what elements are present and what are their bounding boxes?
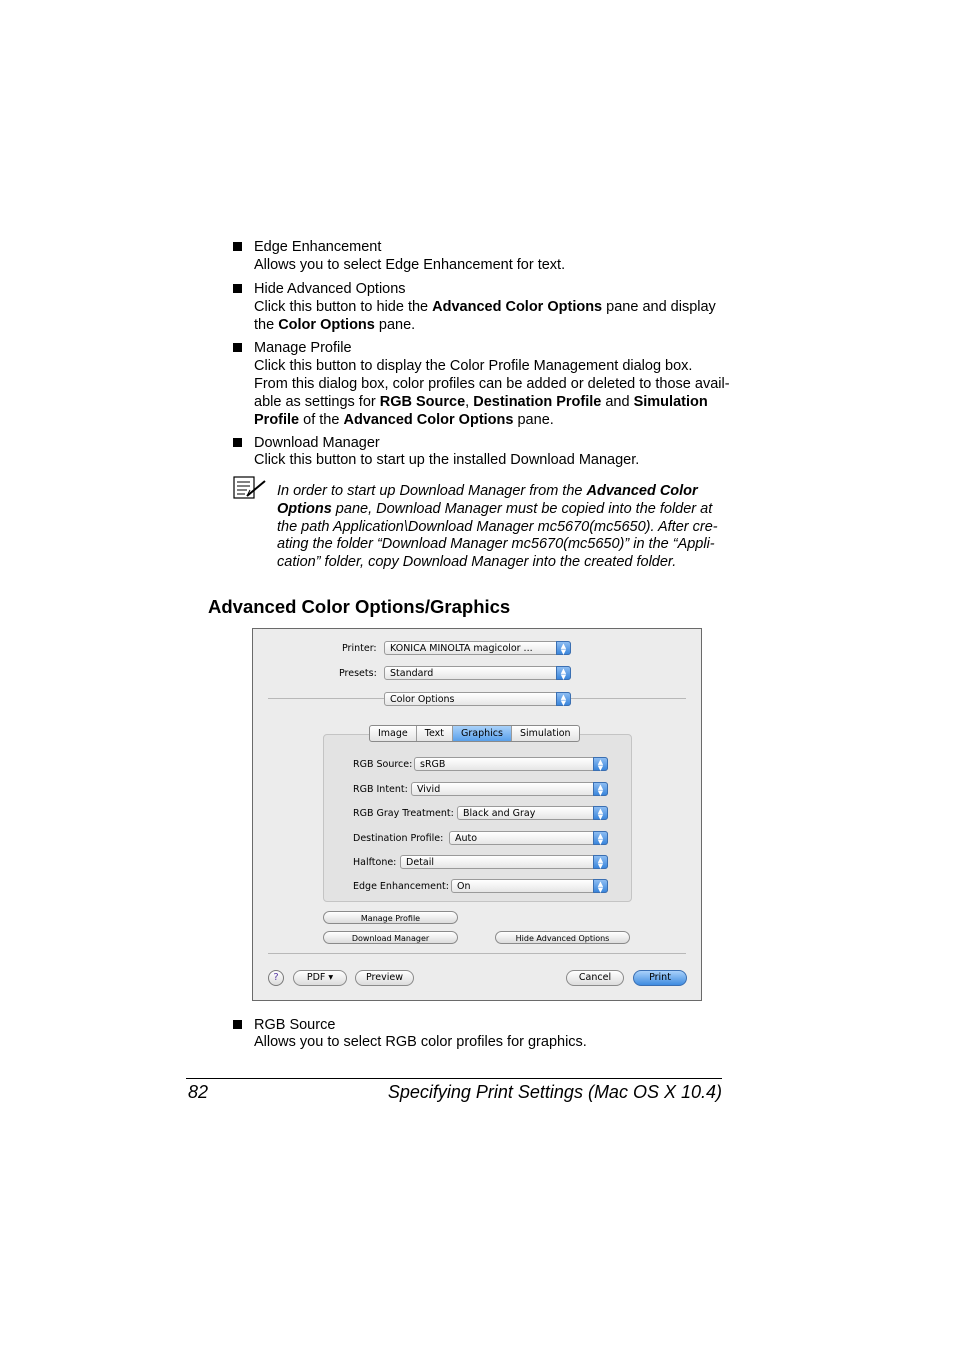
footer-title: Specifying Print Settings (Mac OS X 10.4) — [387, 1082, 722, 1102]
text-line: Allows you to select Edge Enhancement for text. — [254, 257, 566, 273]
halftone-value: Detail — [406, 857, 434, 868]
text-line: Click this button to display the Color Profile Management dialog box. — [254, 358, 693, 374]
print-button[interactable]: Print — [633, 970, 687, 986]
edge-enhancement-value: On — [457, 881, 471, 892]
tab-simulation[interactable]: Simulation — [519, 728, 571, 739]
bullet-marker — [233, 438, 242, 447]
help-button[interactable]: ? — [268, 970, 284, 986]
cancel-button[interactable]: Cancel — [566, 970, 624, 986]
bullet-marker — [233, 343, 242, 352]
popup-arrows-icon: ▲ ▼ — [593, 879, 608, 893]
item-title: Download Manager — [254, 435, 380, 451]
bullet-marker — [233, 284, 242, 293]
popup-arrows-icon: ▲ ▼ — [556, 641, 571, 655]
text-line: Click this button to hide the Advanced Color Options pane and display — [254, 299, 716, 315]
download-manager-button[interactable]: Download Manager — [323, 931, 458, 944]
popup-arrows-icon: ▲ ▼ — [593, 831, 608, 845]
presets-label: Presets: — [339, 668, 377, 679]
note-text — [277, 483, 727, 572]
rgb-intent-value: Vivid — [417, 784, 441, 795]
popup-arrows-icon: ▲ ▼ — [593, 757, 608, 771]
text-line: ating the folder “Download Manager mc5670(mc5650)” in the “Appli- — [277, 536, 715, 553]
footer-rule — [186, 1078, 722, 1079]
item-title: Hide Advanced Options — [254, 281, 406, 297]
printer-popup[interactable] — [384, 641, 571, 655]
popup-arrows-icon: ▲ ▼ — [593, 782, 608, 796]
rgb-source-popup[interactable] — [414, 757, 608, 771]
rgb-source-value: sRGB — [420, 759, 446, 770]
text-line: From this dialog box, color profiles can be added or deleted to those avail- — [254, 376, 730, 392]
item-description — [254, 357, 730, 429]
destination-profile-value: Auto — [455, 833, 478, 844]
section-title: Advanced Color Options/Graphics — [208, 596, 511, 617]
pane-value: Color Options — [390, 694, 455, 705]
page-number: 82 — [188, 1082, 209, 1102]
popup-arrows-icon: ▲ ▼ — [593, 806, 608, 820]
tab-bar — [369, 725, 580, 742]
destination-profile-popup[interactable] — [449, 831, 608, 845]
bullet-marker — [233, 242, 242, 251]
note-pencil-icon — [233, 476, 267, 500]
presets-popup[interactable] — [384, 666, 571, 680]
rgb-gray-value: Black and Gray — [463, 808, 536, 819]
item-description: Allows you to select RGB color profiles for graphics. — [254, 1034, 587, 1050]
rgb-gray-popup[interactable] — [457, 806, 608, 820]
halftone-label: Halftone: — [353, 857, 397, 868]
item-title: Edge Enhancement — [254, 239, 382, 255]
popup-arrows-icon: ▲ ▼ — [593, 855, 608, 869]
rgb-gray-label: RGB Gray Treatment: — [353, 808, 454, 819]
text-line: In order to start up Download Manager from the Advanced Color — [277, 483, 698, 499]
edge-enhancement-popup[interactable] — [451, 879, 608, 893]
hide-advanced-options-button[interactable]: Hide Advanced Options — [495, 931, 630, 944]
rgb-intent-popup[interactable] — [411, 782, 608, 796]
printer-label: Printer: — [342, 643, 377, 654]
bullet-marker — [233, 1020, 242, 1029]
popup-arrows-icon: ▲ ▼ — [556, 666, 571, 680]
popup-arrows-icon: ▲ ▼ — [556, 692, 571, 706]
manage-profile-button[interactable]: Manage Profile — [323, 911, 458, 924]
text-line: Click this button to start up the installed Download Manager. — [254, 452, 640, 468]
halftone-popup[interactable] — [400, 855, 608, 869]
separator — [268, 953, 686, 954]
text-line: the path Application\Download Manager mc5670(mc5650). After cre- — [277, 518, 718, 535]
printer-value: KONICA MINOLTA magicolor ... — [390, 643, 533, 654]
item-description — [254, 451, 726, 469]
preview-button[interactable]: Preview — [355, 970, 414, 986]
text-line: the Color Options pane. — [254, 317, 416, 333]
text-line: cation” folder, copy Download Manager into the created folder. — [277, 554, 677, 571]
graphics-panel — [323, 734, 632, 902]
destination-profile-label: Destination Profile: — [353, 833, 444, 844]
text-line: Profile of the Advanced Color Options pane. — [254, 412, 554, 428]
text-line: able as settings for RGB Source, Destination Profile and Simulation — [254, 394, 708, 410]
presets-value: Standard — [390, 668, 434, 679]
rgb-source-label: RGB Source: — [353, 759, 413, 770]
pdf-button[interactable]: PDF ▾ — [293, 970, 347, 986]
pane-popup[interactable] — [384, 692, 571, 706]
item-description — [254, 256, 726, 274]
print-dialog-screenshot — [252, 628, 702, 1001]
edge-enhancement-label: Edge Enhancement: — [353, 881, 449, 892]
tab-image[interactable]: Image — [370, 726, 417, 741]
item-title: RGB Source — [254, 1017, 336, 1033]
rgb-intent-label: RGB Intent: — [353, 784, 408, 795]
tab-graphics[interactable]: Graphics — [453, 726, 512, 741]
text-line: Options pane, Download Manager must be copied into the folder at — [277, 500, 713, 517]
item-description — [254, 298, 726, 334]
tab-text[interactable]: Text — [417, 726, 453, 741]
item-title: Manage Profile — [254, 340, 352, 356]
